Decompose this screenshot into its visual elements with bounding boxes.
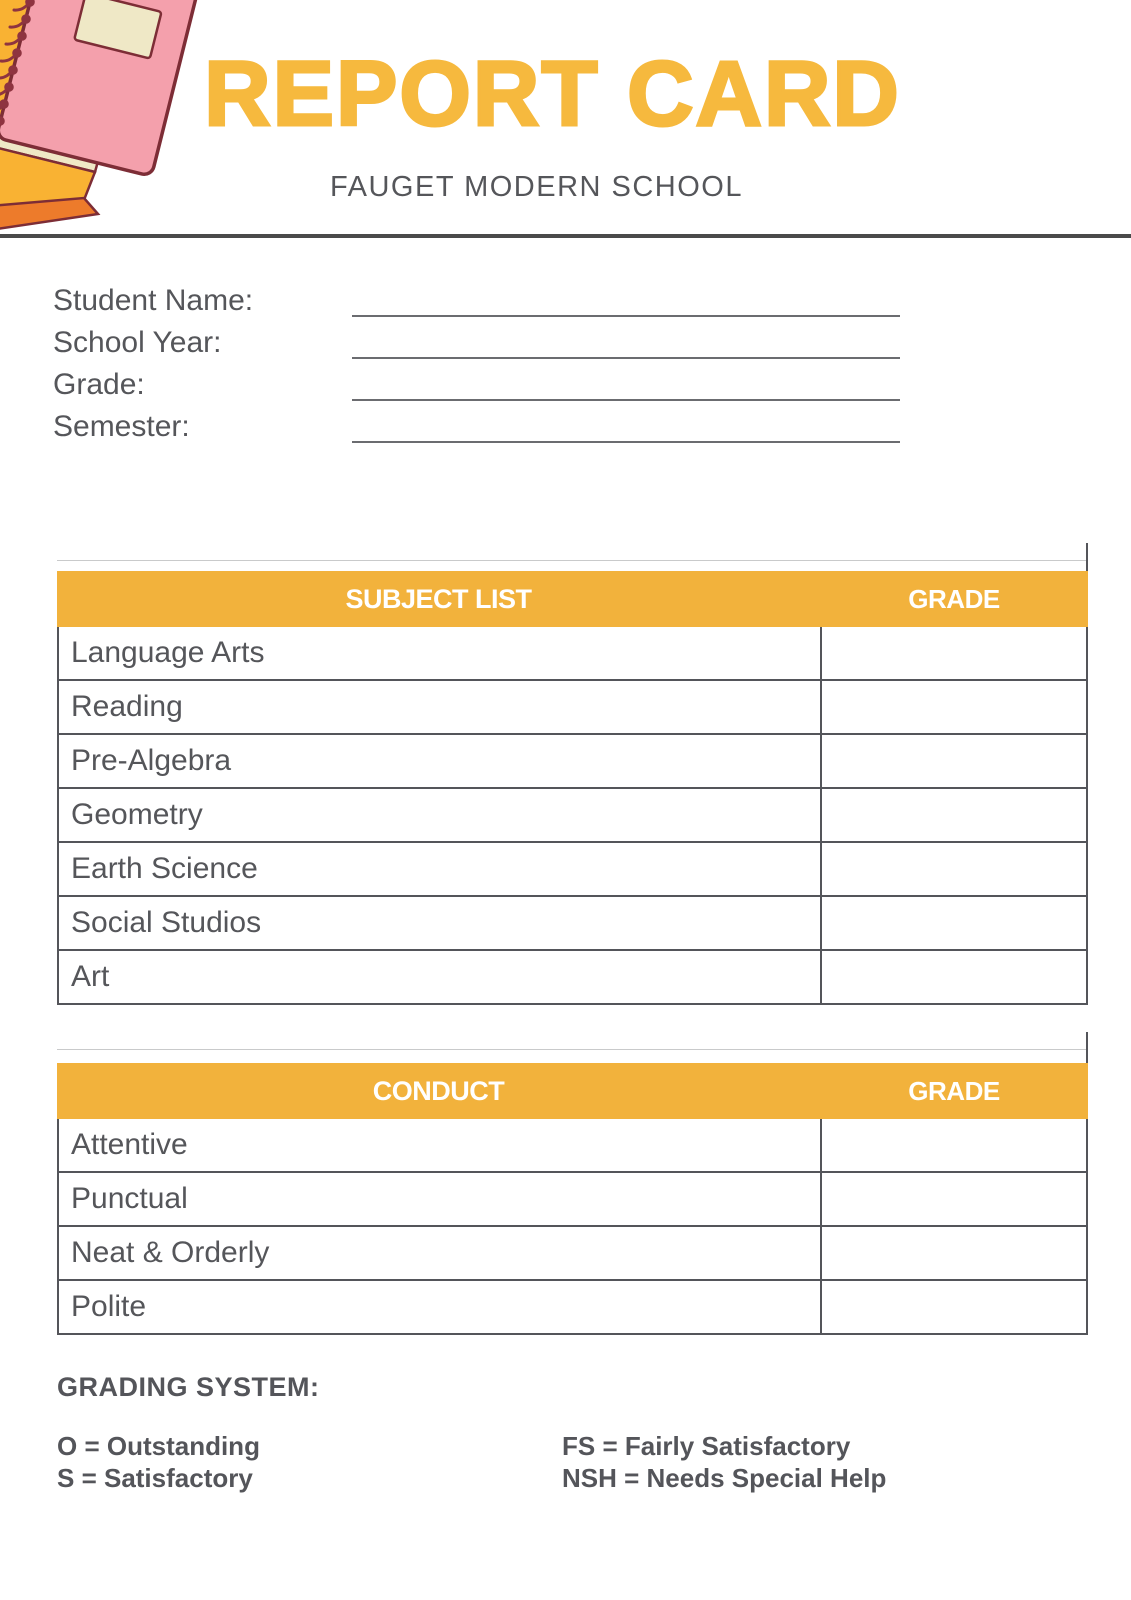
grade-cell[interactable] <box>820 735 1088 787</box>
school-year-input-line[interactable] <box>352 357 900 359</box>
subject-cell: Art <box>71 960 110 993</box>
grading-item-outstanding: O = Outstanding <box>57 1431 260 1461</box>
grading-system-section <box>57 1372 1057 1494</box>
subject-cell: Pre-Algebra <box>71 744 232 777</box>
grade-label: Grade: <box>53 368 145 401</box>
subject-cell: Earth Science <box>71 852 258 885</box>
grading-system-columns <box>57 1430 1057 1494</box>
table-row <box>57 735 1088 789</box>
conduct-header-cell: CONDUCT <box>372 1075 505 1106</box>
table-row <box>57 951 1088 1005</box>
grade-cell[interactable] <box>820 1119 1088 1171</box>
subject-table-body <box>57 627 1088 1005</box>
table-row <box>57 1281 1088 1335</box>
conduct-cell: Neat & Orderly <box>71 1236 270 1269</box>
subject-cell: Geometry <box>71 798 203 831</box>
grading-system-heading: GRADING SYSTEM: <box>57 1372 320 1402</box>
conduct-cell: Punctual <box>71 1182 188 1215</box>
grade-cell[interactable] <box>820 681 1088 733</box>
student-name-input-line[interactable] <box>352 315 900 317</box>
grade-cell[interactable] <box>820 1227 1088 1279</box>
header-divider <box>0 234 1131 238</box>
conduct-cell: Attentive <box>71 1128 188 1161</box>
table-row <box>57 1119 1088 1173</box>
field-row-student-name <box>53 281 913 323</box>
conduct-table-body <box>57 1119 1088 1335</box>
field-row-semester <box>53 407 913 449</box>
table-row <box>57 1227 1088 1281</box>
subject-table-header <box>57 571 1088 627</box>
table-row <box>57 843 1088 897</box>
grading-column-right <box>562 1430 886 1494</box>
subject-cell: Social Studios <box>71 906 262 939</box>
grade-cell[interactable] <box>820 843 1088 895</box>
grade-cell[interactable] <box>820 1173 1088 1225</box>
subject-table-top-hairline <box>57 560 1088 561</box>
semester-input-line[interactable] <box>352 441 900 443</box>
table-row <box>57 897 1088 951</box>
table-row <box>57 789 1088 843</box>
semester-label: Semester: <box>53 410 190 443</box>
school-year-label: School Year: <box>53 326 222 359</box>
grading-column-left <box>57 1430 562 1494</box>
conduct-table-header <box>57 1063 1088 1119</box>
subject-list-header-cell: SUBJECT LIST <box>345 583 532 614</box>
grade-cell[interactable] <box>820 789 1088 841</box>
subject-cell: Reading <box>71 690 183 723</box>
table-row <box>57 627 1088 681</box>
conduct-table-top-hairline <box>57 1049 1088 1050</box>
field-row-grade <box>53 365 913 407</box>
grade-cell[interactable] <box>820 897 1088 949</box>
grading-item-needs-special-help: NSH = Needs Special Help <box>562 1463 887 1493</box>
subject-table <box>57 543 1088 1005</box>
grade-cell[interactable] <box>820 951 1088 1003</box>
school-name: FAUGET MODERN SCHOOL <box>330 171 743 203</box>
student-info-section <box>53 281 913 449</box>
grade-cell[interactable] <box>820 627 1088 679</box>
grade-input-line[interactable] <box>352 399 900 401</box>
grading-item-satisfactory: S = Satisfactory <box>57 1463 253 1493</box>
page-title: REPORT CARD <box>204 43 901 145</box>
grade-cell[interactable] <box>820 1281 1088 1333</box>
conduct-cell: Polite <box>71 1290 147 1323</box>
grade-header-cell: GRADE <box>908 1075 1000 1106</box>
conduct-table <box>57 1032 1088 1335</box>
grade-header-cell: GRADE <box>908 583 1000 614</box>
subject-cell: Language Arts <box>71 636 265 669</box>
table-row <box>57 681 1088 735</box>
field-row-school-year <box>53 323 913 365</box>
grading-item-fairly-satisfactory: FS = Fairly Satisfactory <box>562 1431 851 1461</box>
table-row <box>57 1173 1088 1227</box>
student-name-label: Student Name: <box>53 284 254 317</box>
